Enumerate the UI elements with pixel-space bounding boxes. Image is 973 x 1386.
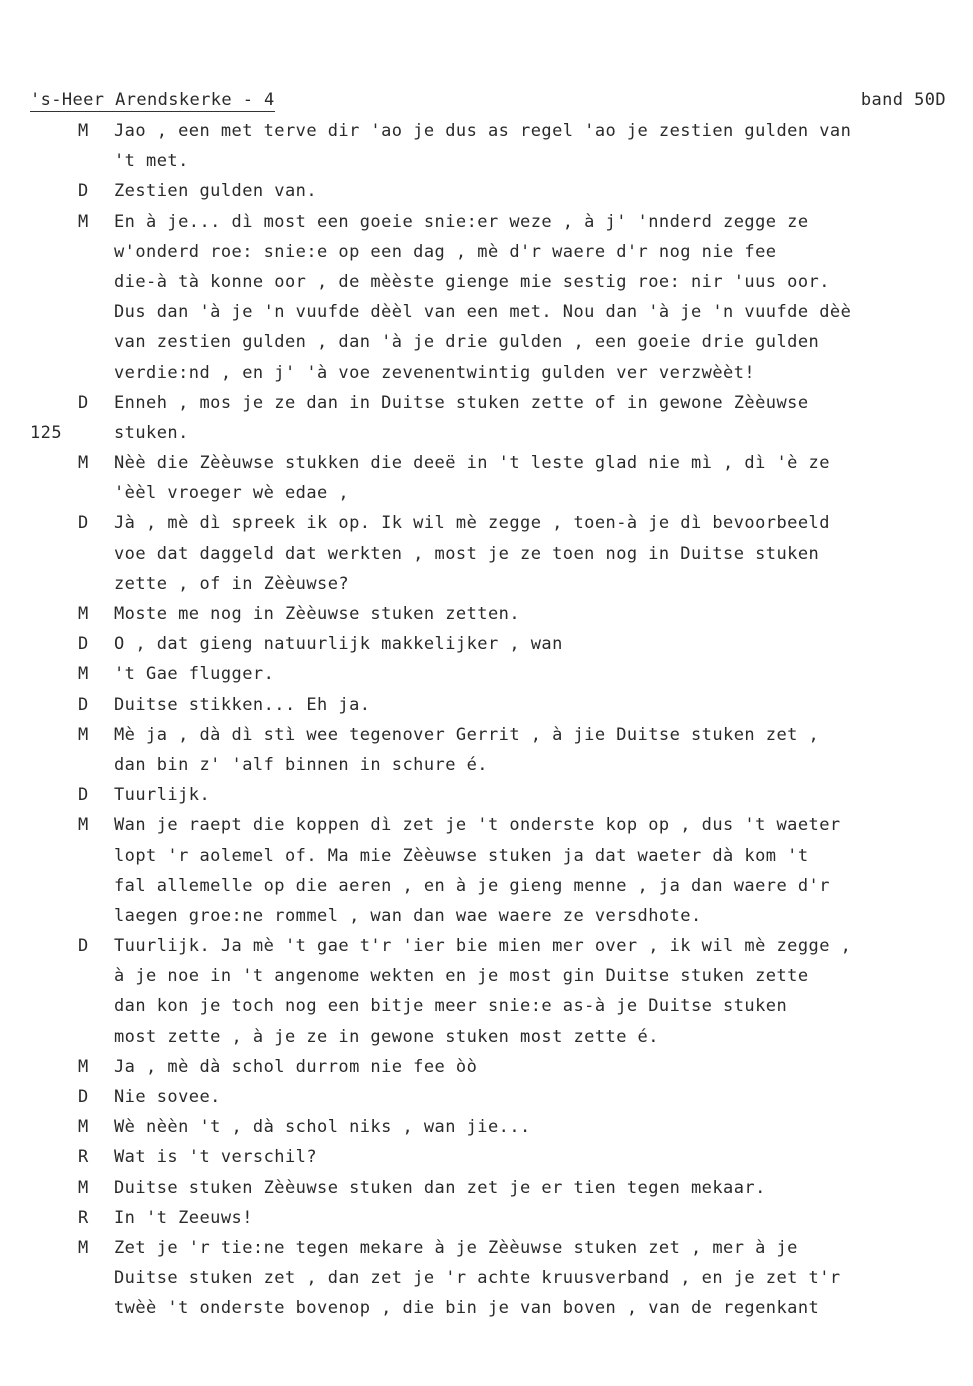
transcript-line (0, 1087, 973, 1117)
line-text: Wè nèèn 't , dà schol niks , wan jie... (114, 1117, 531, 1138)
line-text: Ja , mè dà schol durrom nie fee òò (114, 1056, 478, 1077)
line-text: 't Gae flugger. (114, 664, 275, 685)
speaker-label: R (78, 1207, 89, 1228)
transcript-line (0, 1057, 973, 1087)
line-text: Mè ja , dà dì stì wee tegenover Gerrit , à jie Duitse stuken zet , (114, 724, 820, 745)
line-text: Duitse stikken... Eh ja. (114, 694, 371, 715)
speaker-label: M (78, 211, 89, 232)
speaker-label: D (78, 694, 89, 715)
line-text: à je noe in 't angenome wekten en je most gin Duitse stuken zette (114, 966, 809, 987)
line-text: Moste me nog in Zèèuwse stuken zetten. (114, 604, 521, 624)
speaker-label: D (78, 936, 89, 957)
transcript-line (0, 272, 973, 302)
line-text: Wan je raept die koppen dì zet je 't onderste kop op , dus 't waeter (114, 815, 841, 836)
transcript-line (0, 1238, 973, 1268)
speaker-label: D (78, 513, 89, 534)
speaker-label: M (78, 1117, 89, 1138)
line-text: Nèè die Zèèuwse stukken die deeë in 't leste glad nie mì , dì 'è ze (114, 453, 830, 474)
line-text: Zestien gulden van. (114, 181, 318, 202)
line-text: die-à tà konne oor , de mèèste gienge mie sestig roe: nir 'uus oor. (114, 271, 830, 292)
speaker-label: M (78, 815, 89, 836)
transcript-line (0, 453, 973, 483)
line-text: zette , of in Zèèuwse? (114, 573, 350, 594)
line-text: In 't Zeeuws! (114, 1207, 253, 1228)
transcript-line (0, 242, 973, 272)
transcript-line (0, 574, 973, 604)
transcript-line (0, 513, 973, 543)
line-text: Dus dan 'à je 'n vuufde dèèl van een met. Nou dan 'à je 'n vuufde dèè (114, 302, 852, 323)
speaker-label: M (78, 121, 89, 141)
transcript-line (0, 544, 973, 574)
transcript-line (0, 181, 973, 211)
transcript-line (0, 725, 973, 755)
transcript-line (0, 363, 973, 393)
line-text: verdie:nd , en j' 'à voe zevenentwintig gulden ver verzwèèt! (114, 362, 756, 383)
line-text: Enneh , mos je ze dan in Duitse stuken zette of in gewone Zèèuwse (114, 392, 809, 413)
transcript-line (0, 302, 973, 332)
line-text: voe dat daggeld dat werkten , most je ze toen nog in Duitse stuken (114, 543, 820, 564)
transcript-line (0, 695, 973, 725)
line-text: laegen groe:ne rommel , wan dan wae waere ze versdhote. (114, 905, 702, 926)
line-text: Jà , mè dì spreek ik op. Ik wil mè zegge , toen-à je dì bevoorbeeld (114, 513, 830, 534)
transcript-line (0, 664, 973, 694)
line-text: Zet je 'r tie:ne tegen mekare à je Zèèuwse stuken zet , mer à je (114, 1237, 798, 1258)
speaker-label: D (78, 1087, 89, 1107)
line-text: w'onderd roe: snie:e op een dag , mè d'r waere d'r nog nie fee (114, 241, 777, 262)
line-text: O , dat gieng natuurlijk makkelijker , wan (114, 634, 563, 655)
transcript-line (0, 604, 973, 634)
line-number: 125 (30, 422, 63, 443)
transcript-line (0, 423, 973, 453)
transcript-line (0, 1147, 973, 1177)
line-text: most zette , à je ze in gewone stuken most zette é. (114, 1026, 659, 1047)
speaker-label: D (78, 181, 89, 202)
line-text: twèè 't onderste bovenop , die bin je van boven , van de regenkant (114, 1298, 820, 1319)
line-text: En à je... dì most een goeie snie:er weze , à j' 'nnderd zegge ze (114, 211, 809, 232)
speaker-label: M (78, 604, 89, 624)
speaker-label: M (78, 1056, 89, 1077)
transcript-line (0, 1117, 973, 1147)
line-text: dan bin z' 'alf binnen in schure é. (114, 754, 488, 775)
transcript-line (0, 815, 973, 845)
line-text: stuken. (114, 422, 189, 443)
transcript-body (0, 121, 973, 1329)
line-text: 't met. (114, 151, 189, 172)
line-text: Tuurlijk. Ja mè 't gae t'r 'ier bie mien mer over , ik wil mè zegge , (114, 936, 852, 957)
speaker-label: M (78, 453, 89, 474)
page-header (30, 90, 950, 116)
speaker-label: R (78, 1147, 89, 1168)
transcript-line (0, 121, 973, 151)
line-text: Wat is 't verschil? (114, 1147, 318, 1168)
transcript-line (0, 151, 973, 181)
transcript-line (0, 1298, 973, 1328)
line-text: van zestien gulden , dan 'à je drie gulden , een goeie drie gulden (114, 332, 820, 353)
transcript-line (0, 1178, 973, 1208)
transcript-line (0, 906, 973, 936)
line-text: lopt 'r aolemel of. Ma mie Zèèuwse stuken ja dat waeter dà kom 't (114, 845, 809, 866)
transcript-line (0, 634, 973, 664)
speaker-label: M (78, 664, 89, 685)
transcript-line (0, 936, 973, 966)
line-text: Duitse stuken Zèèuwse stuken dan zet je er tien tegen mekaar. (114, 1177, 766, 1198)
transcript-line (0, 966, 973, 996)
transcript-line (0, 1268, 973, 1298)
transcript-line (0, 483, 973, 513)
line-text: dan kon je toch nog een bitje meer snie:e as-à je Duitse stuken (114, 996, 788, 1017)
line-text: Duitse stuken zet , dan zet je 'r achte kruusverband , en je zet t'r (114, 1268, 841, 1289)
transcript-line (0, 393, 973, 423)
line-text: Jao , een met terve dir 'ao je dus as regel 'ao je zestien gulden van (114, 121, 852, 141)
line-text: 'èèl vroeger wè edae , (114, 483, 350, 504)
header-band: band 50D (860, 90, 946, 110)
transcript-line (0, 785, 973, 815)
transcript-line (0, 212, 973, 242)
speaker-label: D (78, 785, 89, 806)
transcript-line (0, 876, 973, 906)
speaker-label: M (78, 1177, 89, 1198)
speaker-label: D (78, 634, 89, 655)
transcript-line (0, 755, 973, 785)
speaker-label: M (78, 1237, 89, 1258)
speaker-label: D (78, 392, 89, 413)
speaker-label: M (78, 724, 89, 745)
transcript-line (0, 332, 973, 362)
header-location: 's-Heer Arendskerke - 4 (30, 90, 275, 110)
line-text: Nie sovee. (114, 1087, 221, 1107)
transcript-line (0, 1208, 973, 1238)
line-text: Tuurlijk. (114, 785, 211, 806)
line-text: fal allemelle op die aeren , en à je gieng menne , ja dan waere d'r (114, 875, 830, 896)
transcript-line (0, 846, 973, 876)
transcript-line (0, 1027, 973, 1057)
transcript-line (0, 996, 973, 1026)
